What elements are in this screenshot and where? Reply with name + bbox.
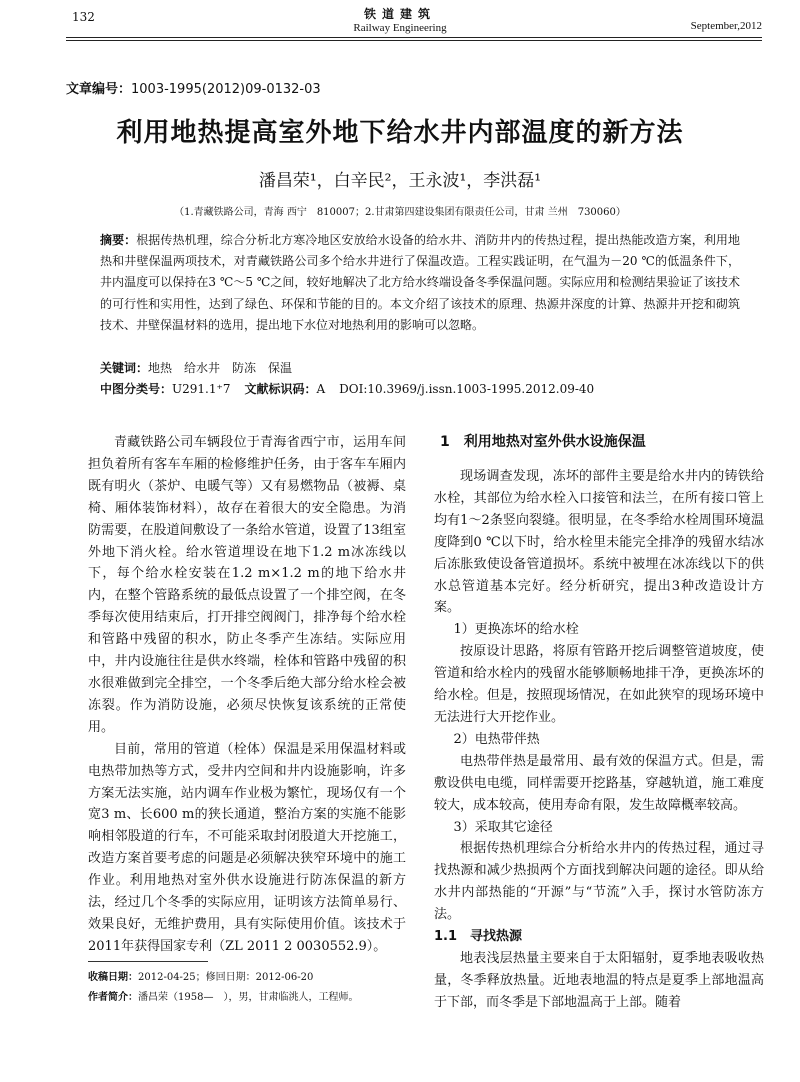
clc-value: U291.1⁺7 (172, 382, 231, 396)
body-paragraph: 现场调查发现，冻坏的部件主要是给水井内的铸铁给水栓，其部位为给水栓入口接管和法兰，在所有接口管上均有1～2条竖向裂缝。很明显，在冬季给水栓周围环境温度降到0 ℃以下时，给水栓里未能完全排净的残留水结冰后冻胀致使设备管道损坏。系统中被埋在冰冻线以下的供水总管道基本完好。经分析研究，提出3种改造设计方案。 (434, 469, 764, 616)
footnote-author-text: 潘昌荣（1958— ），男，甘肃临洮人，工程师。 (138, 992, 359, 1003)
article-number-value: 1003-1995(2012)09-0132-03 (131, 82, 321, 97)
footnote-author-label: 作者简介： (88, 992, 138, 1003)
footnote-dates (88, 968, 313, 983)
body-paragraph: 根据传热机理综合分析给水井内的传热过程，通过寻找热源和减少热损两个方面找到解决问题的途径。即从给水井内部热能的“开源”与“节流”入手，探讨水管防冻方法。 (434, 841, 764, 923)
clc-label: 中图分类号： (100, 382, 173, 396)
body-paragraph: 青藏铁路公司车辆段位于青海省西宁市，运用车间担负着所有客车车厢的检修维护任务，由于客车车厢内既有明火（茶炉、电暖气等）又有易燃物品（被褥、桌椅、厢体装饰材料），故存在着很大的安全隐患。为消防需要，在股道间敷设了一条给水管道，设置了13组室外地下消火栓。给水管道埋设在地下1.2 m冰冻线以下，每个给水栓安装在1.2 m×1.2 m的地下给水井内，在整个管路系统的最低点设置了一个排空阀，在冬季每次使用结束后，打开排空阀阀门，排净每个给水栓和管路中残留的积水，防止冬季产生冻结。实际应用中，井内设施往往是供水终端，栓体和管路中残留的积水很难做到完全排空，一个冬季后绝大部分给水栓会被冻裂。作为消防设施，必须尽快恢复该系统的正常使用。 (88, 435, 406, 735)
journal-name-cn: 铁道建筑 (363, 7, 436, 21)
affiliations: （1.青藏铁路公司，青海 西宁 810007；2.甘肃第四建设集团有限责任公司，甘肃 兰州 730060） (174, 207, 626, 218)
body-paragraph: 目前，常用的管道（栓体）保温是采用保温材料或电热带加热等方式，受井内空间和井内设施影响，许多方案无法实施，站内调车作业极为繁忙，现场仅有一个宽3 m、长600 m的狭长通道，整治方案的实施不能影响相邻股道的行车，不可能采取封闭股道大开挖施工，改造方案首要考虑的问题是必须解决狭窄环境中的施工作业。利用地热对室外供水设施进行防冻保温的新方法，经过几个冬季的实际应用，证明该方法简单易行、效果良好，无维护费用，具有实际使用价值。该技术于2011年获得国家专利（ZL 2011 2 0030552.9）。 (88, 741, 406, 954)
right-column (434, 466, 764, 1014)
header-rule (66, 37, 762, 38)
list-item-title: 1）更换冻坏的给水栓 (453, 622, 579, 638)
journal-name-en: Railway Engineering (353, 22, 447, 34)
list-item-title: 3）采取其它途径 (453, 819, 553, 835)
section-heading: 1 利用地热对室外供水设施保温 (440, 434, 646, 450)
doc-code-value: A (316, 382, 326, 396)
abstract-text: 根据传热机理，综合分析北方寒冷地区安放给水设备的给水井、消防井内的传热过程，提出热能改造方案，利用地热和井壁保温两项技术，对青藏铁路公司多个给水井进行了保温改造。工程实践证明，在气温为－20 ℃的低温条件下，井内温度可以保持在3 ℃～5 ℃之间，较好地解决了北方给水终端设备冬季保温问题。实际应用和检测结果验证了该技术的可行性和实用性，达到了绿色、环保和节能的目的。本文介绍了该技术的原理、热源井深度的计算、热源井开挖和砌筑技术、井壁保温材料的选用，提出地下水位对地热利用的影响可以忽略。 (100, 233, 740, 332)
body-paragraph: 地表浅层热量主要来自于太阳辐射，夏季地表吸收热量，冬季释放热量。近地表地温的特点是夏季上部地温高于下部，而冬季是下部地温高于上部。随着 (434, 950, 764, 1010)
article-number (66, 78, 321, 97)
abstract (100, 230, 740, 336)
doc-code-label: 文献标识码： (244, 382, 317, 396)
abstract-label: 摘要： (100, 233, 137, 247)
body-paragraph: 按原设计思路，将原有管路开挖后调整管道坡度，使管道和给水栓内的残留水能够顺畅地排干净，更换冻坏的给水栓。但是，按照现场情况，在如此狭窄的现场环境中无法进行大开挖作业。 (434, 644, 764, 725)
article-number-label: 文章编号： (66, 82, 132, 97)
footnote-dates-text: 2012-04-25；修回日期：2012-06-20 (138, 972, 314, 983)
authors: 潘昌荣¹，白辛民²，王永波¹，李洪磊¹ (258, 171, 542, 191)
page-number: 132 (72, 10, 95, 24)
page-title: 利用地热提高室外地下给水井内部温度的新方法 (116, 118, 684, 148)
header-rule (66, 40, 762, 41)
keywords-text: 地热 给水井 防冻 保温 (148, 361, 293, 375)
left-column (88, 432, 406, 958)
footnote-author (88, 988, 358, 1003)
subsection-heading: 1.1 寻找热源 (434, 929, 523, 945)
list-item-title: 2）电热带伴热 (453, 731, 540, 747)
footnote-dates-label: 收稿日期： (88, 972, 138, 983)
issue-date: September,2012 (690, 20, 762, 32)
doi: DOI:10.3969/j.issn.1003-1995.2012.09-40 (339, 382, 595, 396)
footnote-rule (88, 961, 208, 962)
keywords (100, 359, 740, 376)
body-paragraph: 电热带伴热是最常用、最有效的保温方式。但是，需敷设供电电缆，同样需要开挖路基，穿越轨道，施工难度较大，成本较高，使用寿命有限，发生故障概率较高。 (434, 753, 764, 813)
classification-line (100, 380, 760, 397)
keywords-label: 关键词： (100, 361, 149, 375)
